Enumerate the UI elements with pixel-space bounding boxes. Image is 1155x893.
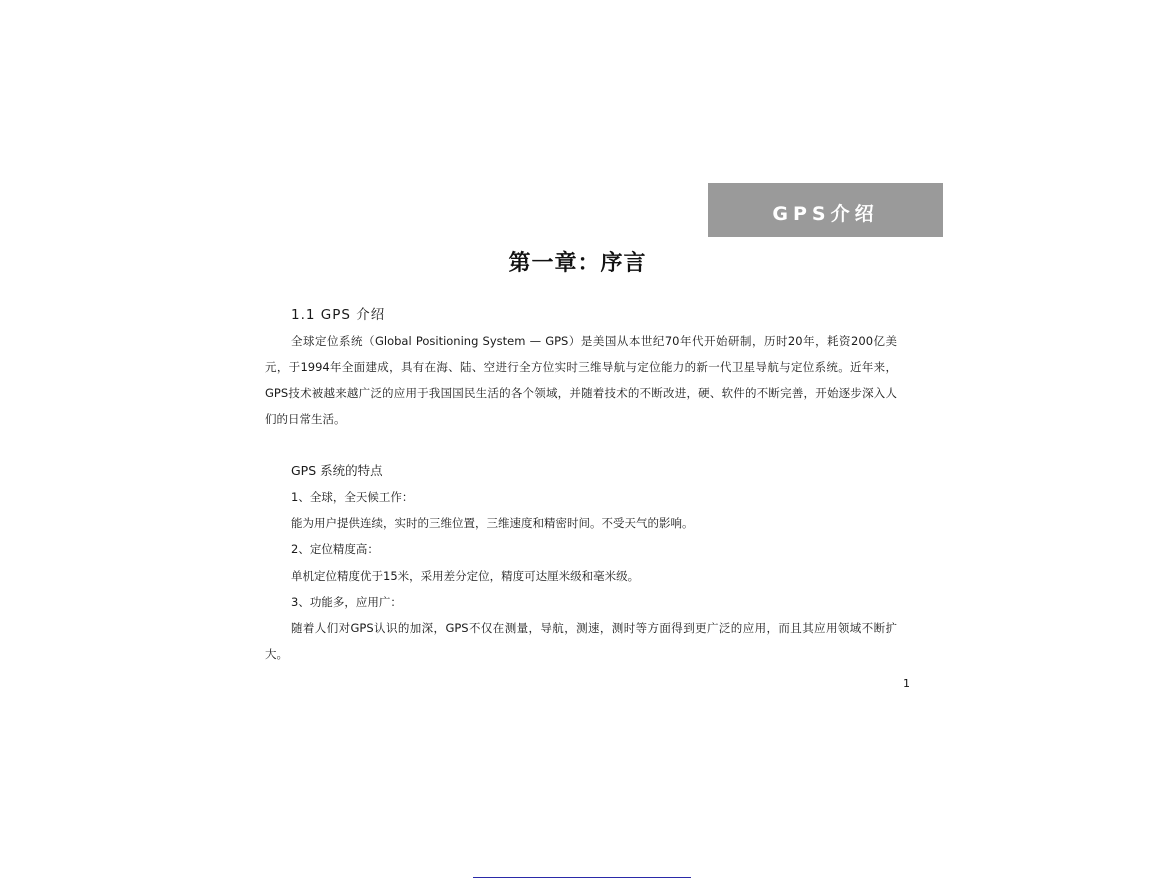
- paragraph-spacer: [265, 432, 897, 458]
- page-number: 1: [903, 677, 910, 690]
- page-body: [265, 302, 897, 667]
- section-heading: 1.1 GPS 介绍: [291, 307, 386, 323]
- footer-rule: [473, 877, 691, 878]
- features-heading: GPS 系统的特点: [291, 463, 383, 478]
- feature-3-title: 3、功能多，应用广：: [291, 594, 402, 609]
- section-banner-label: GPS介绍: [772, 202, 879, 225]
- section-banner: [708, 183, 943, 237]
- feature-2-title: 2、定位精度高：: [291, 542, 379, 557]
- feature-2-desc: 单机定位精度优于15米，采用差分定位，精度可达厘米级和毫米级。: [291, 568, 640, 583]
- intro-paragraph: 全球定位系统（Global Positioning System — GPS）是美国从本世纪70年代开始研制，历时20年，耗资200亿美元，于1994年全面建成，具有在海、陆、空进行全方位实时三维导航与定位能力的新一代卫星导航与定位系统。近年来，GPS技术被越来越广泛的应用于我国国民生活的各个领域，并随着技术的不断改进，硬、软件的不断完善，开始逐步深入人们的日常生活。: [265, 334, 897, 426]
- feature-3-desc: 随着人们对GPS认识的加深，GPS不仅在测量，导航，测速，测时等方面得到更广泛的应用，而且其应用领域不断扩大。: [265, 621, 897, 662]
- chapter-title: 第一章：序言: [508, 250, 647, 276]
- feature-1-desc: 能为用户提供连续，实时的三维位置，三维速度和精密时间。不受天气的影响。: [291, 516, 694, 531]
- feature-1-title: 1、全球，全天候工作：: [291, 490, 414, 504]
